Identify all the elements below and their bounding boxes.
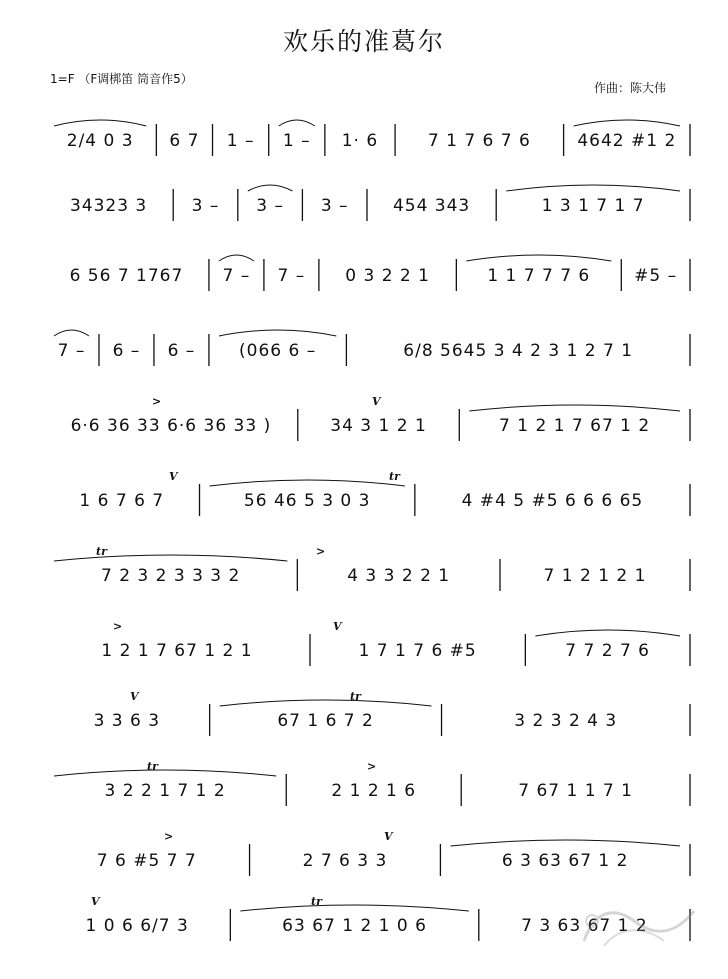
breath-mark: V xyxy=(169,470,178,483)
staff-row xyxy=(0,110,728,170)
measure-notes: 7 2 3 2 3 3 3 2 xyxy=(100,566,241,586)
bar-lines xyxy=(0,110,728,170)
measure-notes: 1 – xyxy=(226,131,255,151)
measure-notes: #5 – xyxy=(634,266,678,286)
slur xyxy=(54,330,89,336)
trill-mark: tr xyxy=(389,470,400,483)
staff-row xyxy=(0,830,728,890)
staff-row xyxy=(0,760,728,820)
slur xyxy=(54,770,276,776)
slur xyxy=(54,120,146,126)
slur xyxy=(220,700,432,706)
measure-notes: 1· 6 xyxy=(341,131,379,151)
slur xyxy=(240,905,468,911)
slur xyxy=(279,120,315,126)
measure-notes: 4 #4 5 #5 6 6 6 65 xyxy=(461,491,644,511)
staff-row xyxy=(0,470,728,530)
measure-notes: 4642 #1 2 xyxy=(577,131,677,151)
staff-row xyxy=(0,545,728,605)
slur xyxy=(219,255,254,261)
measure-notes: 6 – xyxy=(112,341,141,361)
staff-row xyxy=(0,690,728,750)
slur xyxy=(248,185,293,191)
measure-notes: 3 – xyxy=(320,196,349,216)
slur xyxy=(506,185,680,191)
measure-notes: 6 7 xyxy=(169,131,200,151)
breath-mark: V xyxy=(384,830,393,843)
slur xyxy=(210,480,405,486)
measure-notes: 6 56 7 1767 xyxy=(69,266,184,286)
accent-mark: > xyxy=(152,395,162,408)
trill-mark: tr xyxy=(147,760,158,773)
slur xyxy=(219,330,336,336)
staff-row xyxy=(0,175,728,235)
measure-notes: 7 1 2 1 7 67 1 2 xyxy=(499,416,651,436)
measure-notes: 1 1 7 7 7 6 xyxy=(487,266,591,286)
measure-notes: 1 2 1 7 67 1 2 1 xyxy=(101,641,253,661)
measure-notes: 67 1 6 7 2 xyxy=(277,711,374,731)
measure-notes: 56 46 5 3 0 3 xyxy=(243,491,371,511)
staff-row xyxy=(0,620,728,680)
measure-notes: 2/4 0 3 xyxy=(66,131,134,151)
accent-mark: > xyxy=(113,620,123,633)
slur xyxy=(466,255,611,261)
slur xyxy=(535,630,680,636)
slur xyxy=(469,405,680,411)
measure-notes: 3 2 3 2 4 3 xyxy=(514,711,618,731)
measure-notes: 2 1 2 1 6 xyxy=(331,781,417,801)
bar-lines xyxy=(0,830,728,890)
slur xyxy=(574,120,680,126)
measure-notes: 0 3 2 2 1 xyxy=(345,266,430,286)
staff-row xyxy=(0,395,728,455)
watermark-logo xyxy=(564,891,714,961)
measure-notes: 1 – xyxy=(282,131,311,151)
measure-notes: 1 7 1 7 6 #5 xyxy=(358,641,477,661)
staff-row xyxy=(0,320,728,380)
page-title: 欢乐的准葛尔 xyxy=(282,27,445,56)
key-signature-note: 1=F （F调梆笛 筒音作5） xyxy=(50,72,193,86)
measure-notes: 3 2 2 1 7 1 2 xyxy=(104,781,226,801)
staff-row xyxy=(0,245,728,305)
bar-lines xyxy=(0,760,728,820)
measure-notes: (066 6 – xyxy=(239,341,317,361)
measure-notes: 1 0 6 6/7 3 xyxy=(85,916,189,936)
measure-notes: 7 67 1 1 7 1 xyxy=(518,781,633,801)
bar-lines xyxy=(0,175,728,235)
bar-lines xyxy=(0,320,728,380)
measure-notes: 7 – xyxy=(277,266,306,286)
measure-notes: 6 – xyxy=(167,341,196,361)
slur xyxy=(54,555,287,561)
breath-mark: V xyxy=(91,895,100,908)
measure-notes: 3 – xyxy=(256,196,284,216)
measure-notes: 454 343 xyxy=(392,196,471,216)
measure-notes: 7 3 63 67 1 2 xyxy=(521,916,648,936)
bar-lines xyxy=(0,245,728,305)
measure-notes: 6/8 5645 3 4 2 3 1 2 7 1 xyxy=(403,341,634,361)
bar-lines xyxy=(0,620,728,680)
measure-notes: 2 7 6 3 3 xyxy=(302,851,388,871)
measure-notes: 1 6 7 6 7 xyxy=(79,491,165,511)
breath-mark: V xyxy=(130,690,139,703)
bar-lines xyxy=(0,470,728,530)
measure-notes: 34323 3 xyxy=(69,196,148,216)
measure-notes: 7 – xyxy=(222,266,251,286)
slur xyxy=(450,840,680,846)
bar-lines xyxy=(0,545,728,605)
measure-notes: 6 3 63 67 1 2 xyxy=(501,851,629,871)
breath-mark: V xyxy=(372,395,381,408)
breath-mark: V xyxy=(333,620,342,633)
accent-mark: > xyxy=(367,760,377,773)
trill-mark: tr xyxy=(350,690,361,703)
measure-notes: 63 67 1 2 1 0 6 xyxy=(282,916,427,936)
bar-lines xyxy=(0,395,728,455)
measure-notes: 7 1 2 1 2 1 xyxy=(543,566,647,586)
measure-notes: 7 – xyxy=(57,341,86,361)
measure-notes: 3 3 6 3 xyxy=(93,711,161,731)
measure-notes: 7 6 #5 7 7 xyxy=(96,851,197,871)
measure-notes: 6·6 36 33 6·6 36 33 ) xyxy=(70,416,272,436)
composer-credit: 作曲：陈大伟 xyxy=(593,81,666,95)
measure-notes: 34 3 1 2 1 xyxy=(330,416,427,436)
bar-lines xyxy=(0,690,728,750)
accent-mark: > xyxy=(164,830,174,843)
measure-notes: 7 7 2 7 6 xyxy=(565,641,650,661)
measure-notes: 3 – xyxy=(191,196,220,216)
accent-mark: > xyxy=(316,545,326,558)
measure-notes: 4 3 3 2 2 1 xyxy=(347,566,451,586)
trill-mark: tr xyxy=(96,545,107,558)
measure-notes: 7 1 7 6 7 6 xyxy=(427,131,531,151)
trill-mark: tr xyxy=(311,895,322,908)
measure-notes: 1 3 1 7 1 7 xyxy=(541,196,645,216)
